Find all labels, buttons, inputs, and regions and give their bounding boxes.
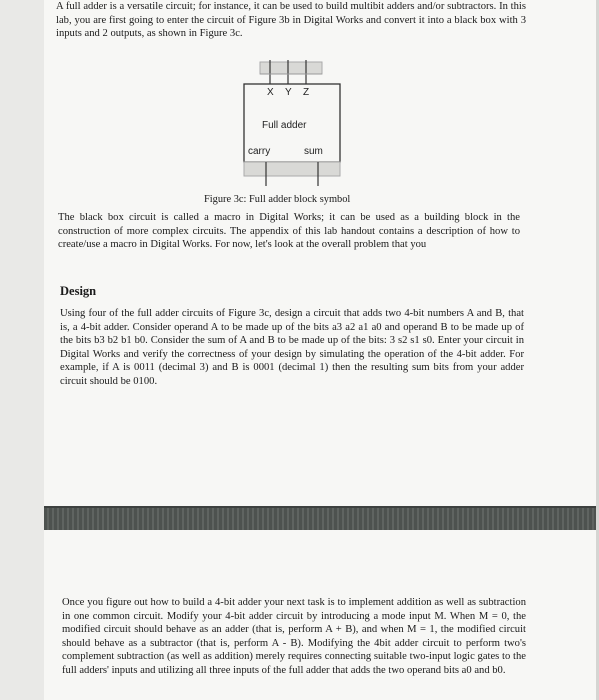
block-title: Full adder (262, 120, 307, 131)
input-y-label: Y (285, 87, 292, 98)
design-paragraph: Using four of the full adder circuits of Figure 3c, design a circuit that adds two 4-bit numbers A and B, that is, a 4-bit adder. Consider operand A to be made up of the bits a3 a2 a1 a0 and operand B to be made up of the bits b3 b2 b1 b0. Consider the sum of A and B to be made up of the bits: 3 s2 s1 s0. Enter your circuit in Digital Works and verify the correctness of your design by simulating the operation of the 4-bit adder. For example, if A is 0011 (decimal 3) and B is 0001 (decimal 1) then the resulting sum bits from your adder circuit should be 0100. (60, 308, 524, 387)
input-connectors (260, 60, 322, 84)
input-x-label: X (267, 87, 274, 98)
carry-label: carry (248, 146, 271, 157)
subtractor-paragraph: Once you figure out how to build a 4-bit adder your next task is to implement addition as well as subtraction in one common circuit. Modify your 4-bit adder circuit by introducing a mode input M. When M = 0, the modified circuit should behave as an adder (that is, perform A + B), and when M = 1, the modified circuit should behave as a subtractor (that is, perform A - B). Modifying the 4bit adder circuit to perform two's complement subtraction (as well as addition) merely requires connecting suitable two-input logic gates to the full adders' inputs and utilizing all three inputs of the full adder that adds the two operand bits a0 and b0. (62, 597, 526, 676)
document-page (44, 0, 599, 700)
full-adder-figure (230, 60, 350, 188)
page-separator-band (44, 508, 599, 530)
intro-paragraph: A full adder is a versatile circuit; for instance, it can be used to build multibit adders and/or subtractors. In this lab, you are first going to enter the circuit of Figure 3b in Digital Works and convert it into a black box with 3 inputs and 2 outputs, as shown in Figure 3c. (56, 1, 526, 40)
input-z-label: Z (303, 87, 310, 98)
black-box-paragraph: The black box circuit is called a macro in Digital Works; it can be used as a building block in the construction of more complex circuits. The appendix of this lab handout contains a description of how to create/use a macro in Digital Works. For now, let's look at the overall problem that you (58, 212, 520, 251)
output-connectors (244, 162, 340, 186)
design-heading: Design (60, 284, 97, 298)
figure-caption: Figure 3c: Full adder block symbol (204, 194, 351, 205)
sum-label: sum (304, 146, 323, 157)
